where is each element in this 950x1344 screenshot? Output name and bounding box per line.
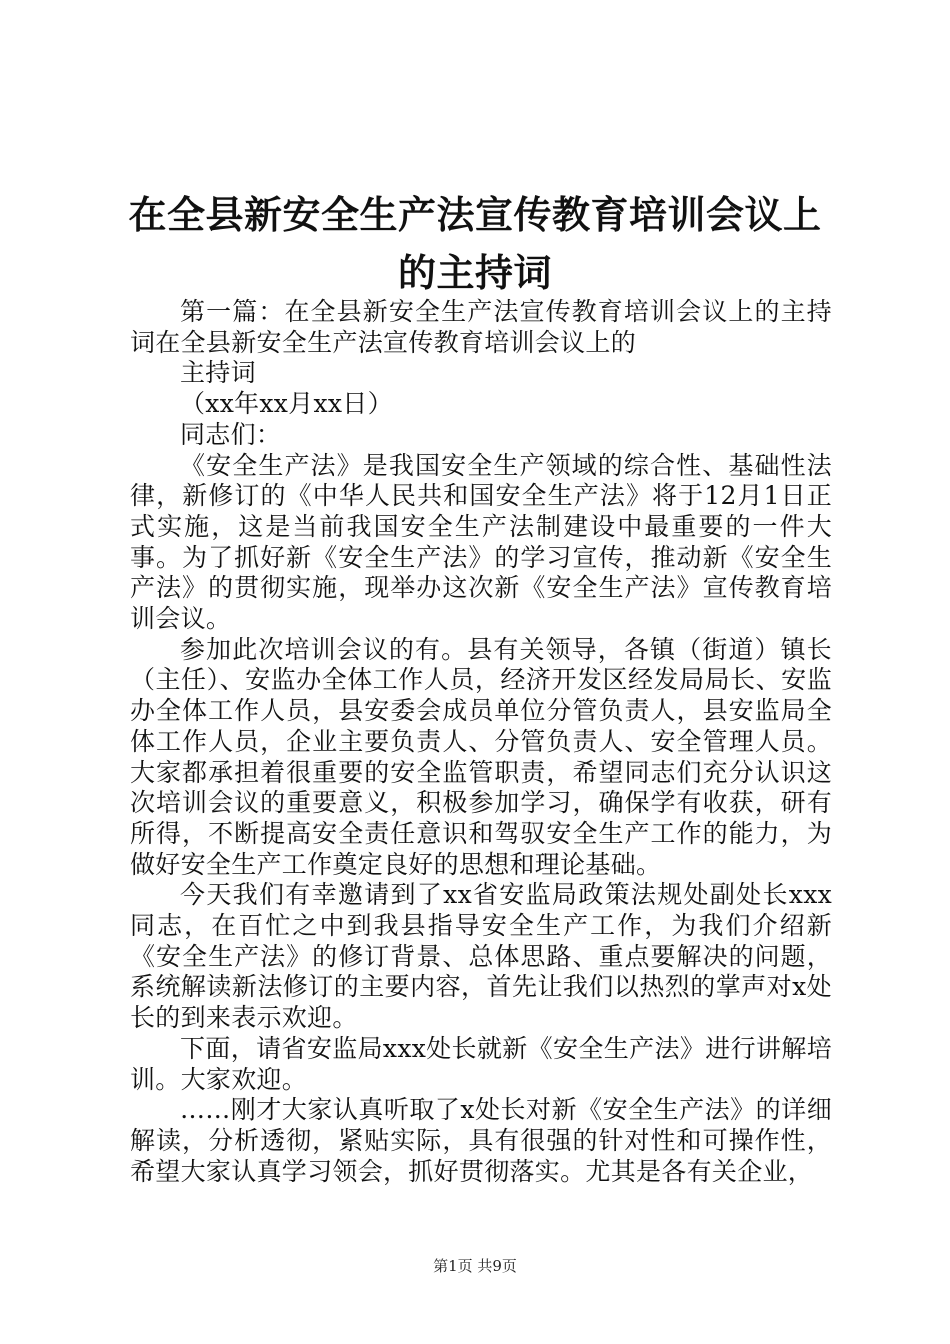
document-title: 在全县新安全生产法宣传教育培训会议上的主持词 (128, 193, 822, 295)
paragraph-salutation: 同志们： (180, 419, 282, 449)
paragraph-summary: ……刚才大家认真听取了x处长对新《安全生产法》的详细解读，分析透彻，紧贴实际，具有很强的针对性和可操作性，希望大家认真学习领会，抓好贯彻落实。尤其是各有关企业， (130, 1095, 832, 1186)
paragraph-intro: 第一篇：在全县新安全生产法宣传教育培训会议上的主持词在全县新安全生产法宣传教育培训会议上的 (130, 297, 832, 357)
paragraph-subtitle: 主持词 (180, 358, 256, 388)
paragraph-date: （xx年xx月xx日） (180, 389, 393, 419)
paragraph-guest-intro: 今天我们有幸邀请到了xx省安监局政策法规处副处长xxx同志，在百忙之中到我县指导安全生产工作，为我们介绍新《安全生产法》的修订背景、总体思路、重点要解决的问题，系统解读新法修订的主要内容，首先让我们以热烈的掌声对x处长的到来表示欢迎。 (130, 880, 832, 1033)
paragraph-attendees: 参加此次培训会议的有。县有关领导，各镇（街道）镇长（主任）、安监办全体工作人员，经济开发区经发局局长、安监办全体工作人员，县安委会成员单位分管负责人，县安监局全体工作人员，企业主要负责人、分管负责人、安全管理人员。大家都承担着很重要的安全监管职责，希望同志们充分认识这次培训会议的重要意义，积极参加学习，确保学有收获，研有所得，不断提高安全责任意识和驾驭安全生产工作的能力，为做好安全生产工作奠定良好的思想和理论基础。 (130, 634, 832, 879)
paragraph-lecture-invite: 下面，请省安监局xxx处长就新《安全生产法》进行讲解培训。大家欢迎。 (130, 1033, 832, 1094)
paragraph-law-overview: 《安全生产法》是我国安全生产领域的综合性、基础性法律，新修订的《中华人民共和国安全生产法》将于12月1日正式实施，这是当前我国安全生产法制建设中最重要的一件大事。为了抓好新《安全生产法》的学习宣传，推动新《安全生产法》的贯彻实施，现举办这次新《安全生产法》宣传教育培训会议。 (130, 450, 832, 634)
page-number-footer: 第1页 共9页 (433, 1257, 517, 1275)
document-body (130, 297, 832, 1187)
